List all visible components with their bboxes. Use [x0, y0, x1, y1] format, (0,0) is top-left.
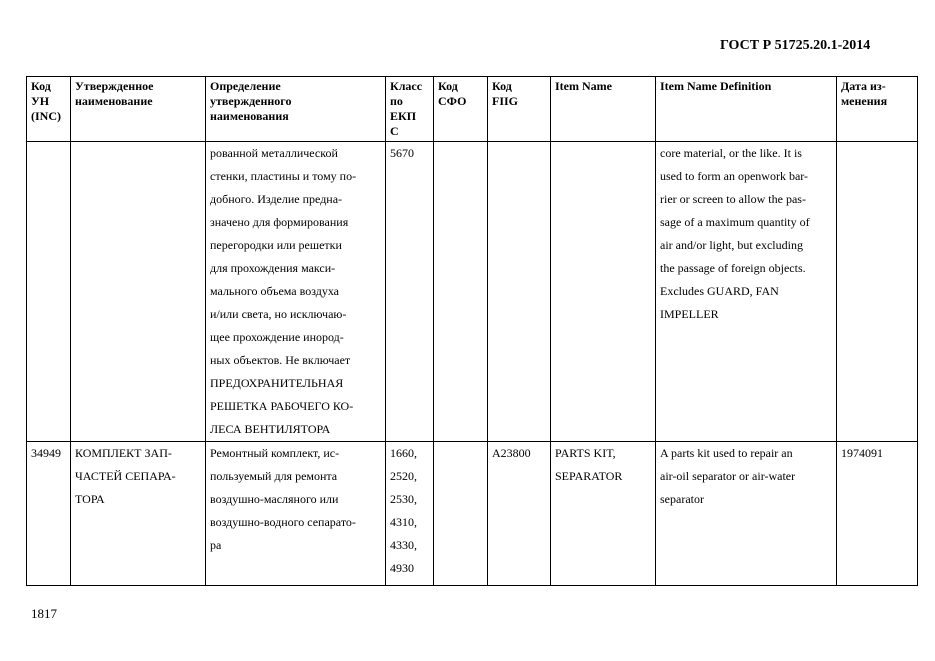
header-text-line: Код	[438, 79, 458, 93]
header-text-line: утвержденного	[210, 94, 292, 108]
item-name-table	[26, 76, 918, 586]
cell-text-line: PARTS KIT,	[555, 446, 616, 460]
column-header-class	[386, 77, 434, 142]
cell-text-line: 34949	[31, 446, 61, 460]
column-header-inc	[27, 77, 71, 142]
cell-text-line: A23800	[492, 446, 531, 460]
page-number: 1817	[31, 606, 57, 621]
cell-change-date	[837, 142, 918, 442]
cell-text-line: the passage of foreign objects.	[660, 261, 806, 275]
column-header-sfo-code	[434, 77, 488, 142]
column-header-item-name	[551, 77, 656, 142]
header-text-line: Класс	[390, 79, 423, 93]
cell-text-line: РЕШЕТКА РАБОЧЕГО КО-	[210, 399, 354, 413]
cell-text-line: пользуемый для ремонта	[210, 469, 338, 483]
column-header-item-name-definition	[656, 77, 837, 142]
header-text-line: Утвержденное	[75, 79, 154, 93]
cell-inc	[27, 442, 71, 586]
cell-fiig-code	[488, 142, 551, 442]
cell-sfo-code	[434, 442, 488, 586]
cell-text-line: ТОРА	[75, 492, 105, 506]
table-row	[27, 142, 918, 442]
cell-text-line: для прохождения макси-	[210, 261, 336, 275]
cell-item-name	[551, 442, 656, 586]
cell-text-line: 4310,	[390, 515, 417, 529]
cell-text-line: ПРЕДОХРАНИТЕЛЬНАЯ	[210, 376, 344, 390]
cell-text-line: 5670	[390, 146, 414, 160]
cell-class	[386, 142, 434, 442]
cell-text-line: Ремонтный комплект, ис-	[210, 446, 340, 460]
cell-text-line: значено для формирования	[210, 215, 349, 229]
column-header-change-date	[837, 77, 918, 142]
cell-text-line: rier or screen to allow the pas-	[660, 192, 806, 206]
cell-text-line: 1660,	[390, 446, 417, 460]
header-text-line: наименование	[75, 94, 153, 108]
cell-text-line: перегородки или решетки	[210, 238, 342, 252]
cell-approved-name	[71, 142, 206, 442]
header-text-line: Item Name	[555, 79, 612, 93]
cell-text-line: стенки, пластины и тому по-	[210, 169, 357, 183]
cell-inc	[27, 142, 71, 442]
header-text-line: Item Name Definition	[660, 79, 772, 93]
header-text-line: Код	[31, 79, 51, 93]
cell-text-line: ра	[210, 538, 222, 552]
cell-text-line: и/или света, но исключаю-	[210, 307, 347, 321]
cell-text-line: sage of a maximum quantity of	[660, 215, 810, 229]
cell-text-line: 4330,	[390, 538, 417, 552]
cell-text-line: мального объема воздуха	[210, 284, 340, 298]
cell-item-name-definition	[656, 442, 837, 586]
cell-text-line: air and/or light, but excluding	[660, 238, 803, 252]
cell-text-line: used to form an openwork bar-	[660, 169, 809, 183]
table-row	[27, 442, 918, 586]
header-text-line: С	[390, 124, 399, 138]
cell-text-line: КОМПЛЕКТ ЗАП-	[75, 446, 172, 460]
cell-item-name-definition	[656, 142, 837, 442]
header-text-line: УН	[31, 94, 50, 108]
cell-text-line: ЛЕСА ВЕНТИЛЯТОРА	[210, 422, 331, 436]
header-text-line: FIIG	[492, 94, 519, 108]
document-standard-number: ГОСТ Р 51725.20.1-2014	[720, 38, 871, 53]
cell-text-line: Excludes GUARD, FAN	[660, 284, 779, 298]
cell-text-line: separator	[660, 492, 704, 506]
cell-text-line: ЧАСТЕЙ СЕПАРА-	[75, 469, 176, 483]
column-header-approved-name	[71, 77, 206, 142]
cell-text-line: air-oil separator or air-water	[660, 469, 796, 483]
cell-text-line: 4930	[390, 561, 414, 575]
cell-approved-name	[71, 442, 206, 586]
header-text-line: (INC)	[31, 109, 61, 123]
header-text-line: менения	[841, 94, 888, 108]
table-header-row	[27, 77, 918, 142]
cell-text-line: рованной металлической	[210, 146, 338, 160]
column-header-fiig-code	[488, 77, 551, 142]
cell-text-line: щее прохождение инород-	[210, 330, 344, 344]
cell-text-line: 2530,	[390, 492, 417, 506]
header-text-line: по	[390, 94, 403, 108]
cell-sfo-code	[434, 142, 488, 442]
header-text-line: Код	[492, 79, 512, 93]
cell-fiig-code	[488, 442, 551, 586]
cell-text-line: A parts kit used to repair an	[660, 446, 793, 460]
header-text-line: Определение	[210, 79, 281, 93]
cell-text-line: добного. Изделие предна-	[210, 192, 343, 206]
header-text-line: СФО	[438, 94, 467, 108]
cell-text-line: core material, or the like. It is	[660, 146, 802, 160]
cell-text-line: воздушно-масляного или	[210, 492, 339, 506]
cell-class	[386, 442, 434, 586]
cell-change-date	[837, 442, 918, 586]
cell-text-line: SEPARATOR	[555, 469, 623, 483]
header-text-line: наименования	[210, 109, 289, 123]
cell-text-line: 2520,	[390, 469, 417, 483]
cell-text-line: воздушно-водного сепарато-	[210, 515, 356, 529]
cell-text-line: IMPELLER	[660, 307, 719, 321]
header-text-line: ЕКП	[390, 109, 417, 123]
header-text-line: Дата из-	[841, 79, 886, 93]
cell-text-line: 1974091	[841, 446, 883, 460]
cell-definition	[206, 142, 386, 442]
cell-text-line: ных объектов. Не включает	[210, 353, 351, 367]
cell-definition	[206, 442, 386, 586]
column-header-definition	[206, 77, 386, 142]
cell-item-name	[551, 142, 656, 442]
